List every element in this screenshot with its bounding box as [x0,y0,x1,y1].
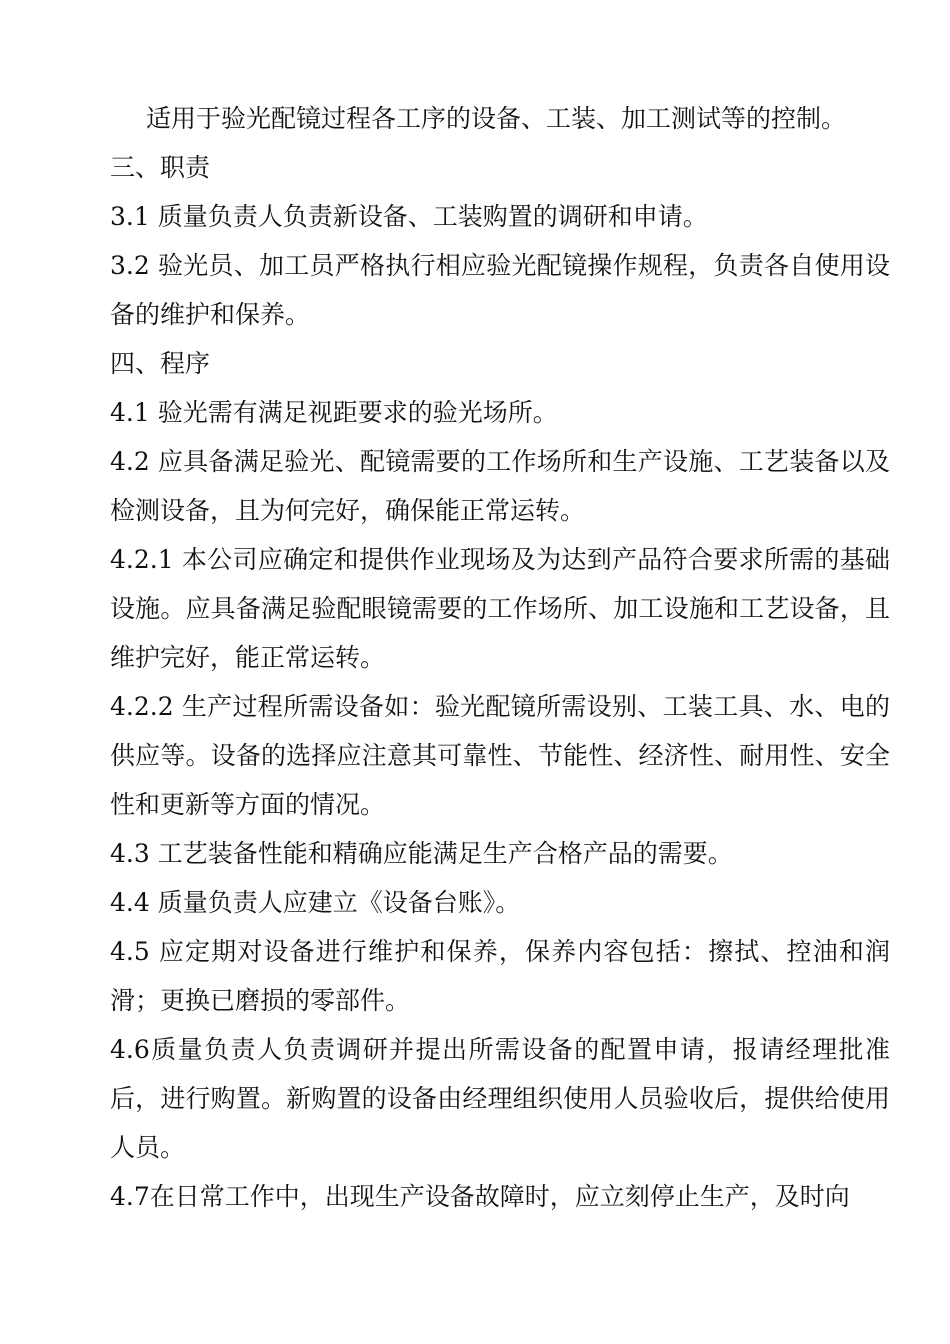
clause-4-3: 4.3 工艺装备性能和精确应能满足生产合格产品的需要。 [110,839,733,868]
clause-4-5: 4.5 应定期对设备进行维护和保养，保养内容包括：擦拭、控油和润滑；更换已磨损的零部件。 [110,937,890,1015]
section-heading-procedure: 四、程序 [110,349,211,378]
clause-4-4: 4.4 质量负责人应建立《设备台账》。 [110,888,521,917]
clause-3-2: 3.2 验光员、加工员严格执行相应验光配镜操作规程，负责各自使用设备的维护和保养。 [110,251,890,329]
clause-4-2-1: 4.2.1 本公司应确定和提供作业现场及为达到产品符合要求所需的基础设施。应具备满足验配眼镜需要的工作场所、加工设施和工艺设备，且维护完好，能正常运转。 [110,545,890,672]
clause-4-2: 4.2 应具备满足验光、配镜需要的工作场所和生产设施、工艺装备以及检测设备，且为何完好，确保能正常运转。 [110,447,890,525]
clause-4-6: 4.6质量负责人负责调研并提出所需设备的配置申请，报请经理批准后，进行购置。新购置的设备由经理组织使用人员验收后，提供给使用人员。 [110,1035,890,1162]
clause-4-1: 4.1 验光需有满足视距要求的验光场所。 [110,398,558,427]
document-body [110,94,890,1221]
clause-3-1: 3.1 质量负责人负责新设备、工装购置的调研和申请。 [110,202,708,231]
section-heading-responsibilities: 三、职责 [110,153,211,182]
clause-4-7: 4.7在日常工作中，出现生产设备故障时，应立刻停止生产，及时向 [110,1182,850,1211]
scope-paragraph: 适用于验光配镜过程各工序的设备、工装、加工测试等的控制。 [146,104,847,133]
clause-4-2-2: 4.2.2 生产过程所需设备如：验光配镜所需设别、工装工具、水、电的供应等。设备的选择应注意其可靠性、节能性、经济性、耐用性、安全性和更新等方面的情况。 [110,692,890,819]
